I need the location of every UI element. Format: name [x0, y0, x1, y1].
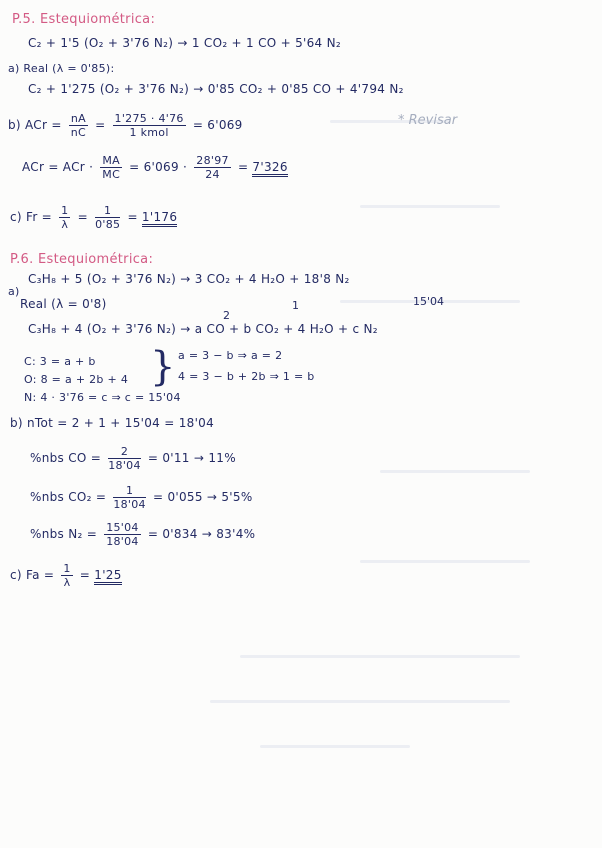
equals-sign: = — [95, 118, 106, 132]
bleed-through-line — [360, 205, 500, 208]
p5-b-f2-num: 1'275 · 4'76 — [114, 112, 184, 125]
p6-pct-co2 — [30, 484, 253, 511]
bleed-through-line — [210, 700, 510, 703]
p6-pct-n2 — [30, 521, 255, 548]
p6-pct-co-num: 2 — [108, 445, 141, 459]
p5-ac-mid: = 6'069 · — [129, 160, 188, 174]
review-note: * Revisar — [398, 113, 458, 128]
p5-ac-f2-den: 24 — [205, 168, 220, 181]
p6-total-moles: b) nTot = 2 + 1 + 15'04 = 18'04 — [10, 416, 215, 430]
p5-c-f2-num: 1 — [95, 204, 120, 218]
p5-ac-equals: = — [237, 160, 249, 174]
p6-pct-co-label: %nbs CO = — [30, 451, 102, 465]
p6-pct-n2-result: = 0'834 → 83'4% — [147, 527, 256, 541]
p5-c-prefix: c) Fr = — [10, 210, 53, 224]
p5-c-f1-den: λ — [61, 218, 69, 231]
p5-c-fraction-2 — [95, 204, 120, 231]
p6-c-result: 1'25 — [94, 568, 121, 585]
p6-pct-co-den: 18'04 — [108, 459, 141, 472]
p5-stoich-equation: C₂ + 1'5 (O₂ + 3'76 N₂) → 1 CO₂ + 1 CO + 5'64 N₂ — [28, 36, 341, 50]
p6-pct-n2-den: 18'04 — [106, 535, 139, 548]
system-brace: } — [150, 344, 176, 390]
p6-real-equation: C₃H₈ + 4 (O₂ + 3'76 N₂) → a CO + b CO₂ + 4 H₂O + c N₂ — [28, 322, 378, 336]
p6-solution-b: 4 = 3 − b + 2b ⇒ 1 = b — [178, 370, 315, 383]
p5-c-fraction-1 — [59, 204, 70, 231]
p6-stoich-equation: C₃H₈ + 5 (O₂ + 3'76 N₂) → 3 CO₂ + 4 H₂O + 18'8 N₂ — [28, 272, 350, 286]
p5-b-f2-den: 1 kmol — [129, 126, 169, 139]
p6-pct-co2-result: = 0'055 → 5'5% — [152, 490, 253, 504]
p6-balance-carbon: C: 3 = a + b — [24, 355, 96, 368]
p6-c-fraction — [61, 562, 72, 589]
p6-balance-oxygen: O: 8 = a + 2b + 4 — [24, 373, 129, 386]
p6-balance-nitrogen: N: 4 · 3'76 = c ⇒ c = 15'04 — [24, 391, 181, 404]
p5-b-f1-den: nC — [70, 126, 87, 139]
p6-pct-co2-label: %nbs CO₂ = — [30, 490, 107, 504]
p5-ac-f1-num: MA — [102, 154, 120, 167]
p6-pct-co-fraction — [108, 445, 141, 472]
p5-ac-f2-num: 28'97 — [196, 154, 229, 167]
equals-sign: = — [77, 210, 88, 224]
bleed-through-line — [260, 745, 410, 748]
p5-b-result: = 6'069 — [192, 118, 243, 132]
p5-c-f1-num: 1 — [61, 204, 69, 217]
p5-b-fraction-2 — [113, 112, 186, 139]
bleed-through-line — [240, 655, 520, 658]
p5-c-equals: = — [127, 210, 138, 224]
p6-pct-co2-den: 18'04 — [113, 498, 146, 511]
p6-c-den: λ — [63, 576, 71, 589]
p6-pct-n2-label: %nbs N₂ = — [30, 527, 98, 541]
p5-ac-prefix: ACr = ACr · — [22, 160, 94, 174]
p6-pct-n2-num: 15'04 — [106, 521, 139, 534]
p6-pct-n2-fraction — [104, 521, 141, 548]
p6-pct-co2-fraction — [113, 484, 146, 511]
p6-c-num: 1 — [63, 562, 71, 575]
p6-part-c-equation — [10, 562, 122, 589]
p5-b-prefix: b) ACr = — [8, 118, 62, 132]
p5-real-equation: C₂ + 1'275 (O₂ + 3'76 N₂) → 0'85 CO₂ + 0'85 CO + 4'794 N₂ — [28, 82, 404, 96]
bleed-through-line — [360, 560, 530, 563]
p5-part-c-equation — [10, 204, 177, 231]
p6-real-label: Real (λ = 0'8) — [20, 297, 107, 311]
p6-c-equals: = — [79, 568, 91, 582]
p5-b-f1-num: nA — [70, 112, 86, 125]
p5-b-fraction-1 — [69, 112, 88, 139]
p6-coef-c-value: 15'04 — [413, 295, 445, 308]
p5-ac-fraction-2 — [194, 154, 231, 181]
bleed-through-line — [380, 470, 530, 473]
p6-pct-co-result: = 0'11 → 11% — [147, 451, 236, 465]
p5-c-result: 1'176 — [142, 210, 177, 227]
p6-part-a-marker: a) — [8, 285, 20, 298]
p5-ac-equation — [22, 154, 288, 181]
p5-ac-f1-den: MC — [102, 168, 121, 181]
p5-c-f2-den: 0'85 — [95, 218, 121, 231]
p6-pct-co2-num: 1 — [113, 484, 146, 498]
p5-ac-result: 7'326 — [252, 160, 287, 177]
p5-ac-fraction-1 — [100, 154, 122, 181]
p6-coef-a-value: 2 — [223, 309, 230, 322]
p5-part-a-label: a) Real (λ = 0'85): — [8, 62, 115, 75]
p6-solution-a: a = 3 − b ⇒ a = 2 — [178, 349, 283, 362]
p6-pct-co — [30, 445, 236, 472]
p5-part-b-equation — [8, 112, 243, 139]
problem-6-title: P.6. Estequiométrica: — [10, 252, 154, 267]
problem-5-title: P.5. Estequiométrica: — [12, 12, 156, 27]
p6-coef-b-value: 1 — [292, 299, 299, 312]
p6-c-prefix: c) Fa = — [10, 568, 55, 582]
